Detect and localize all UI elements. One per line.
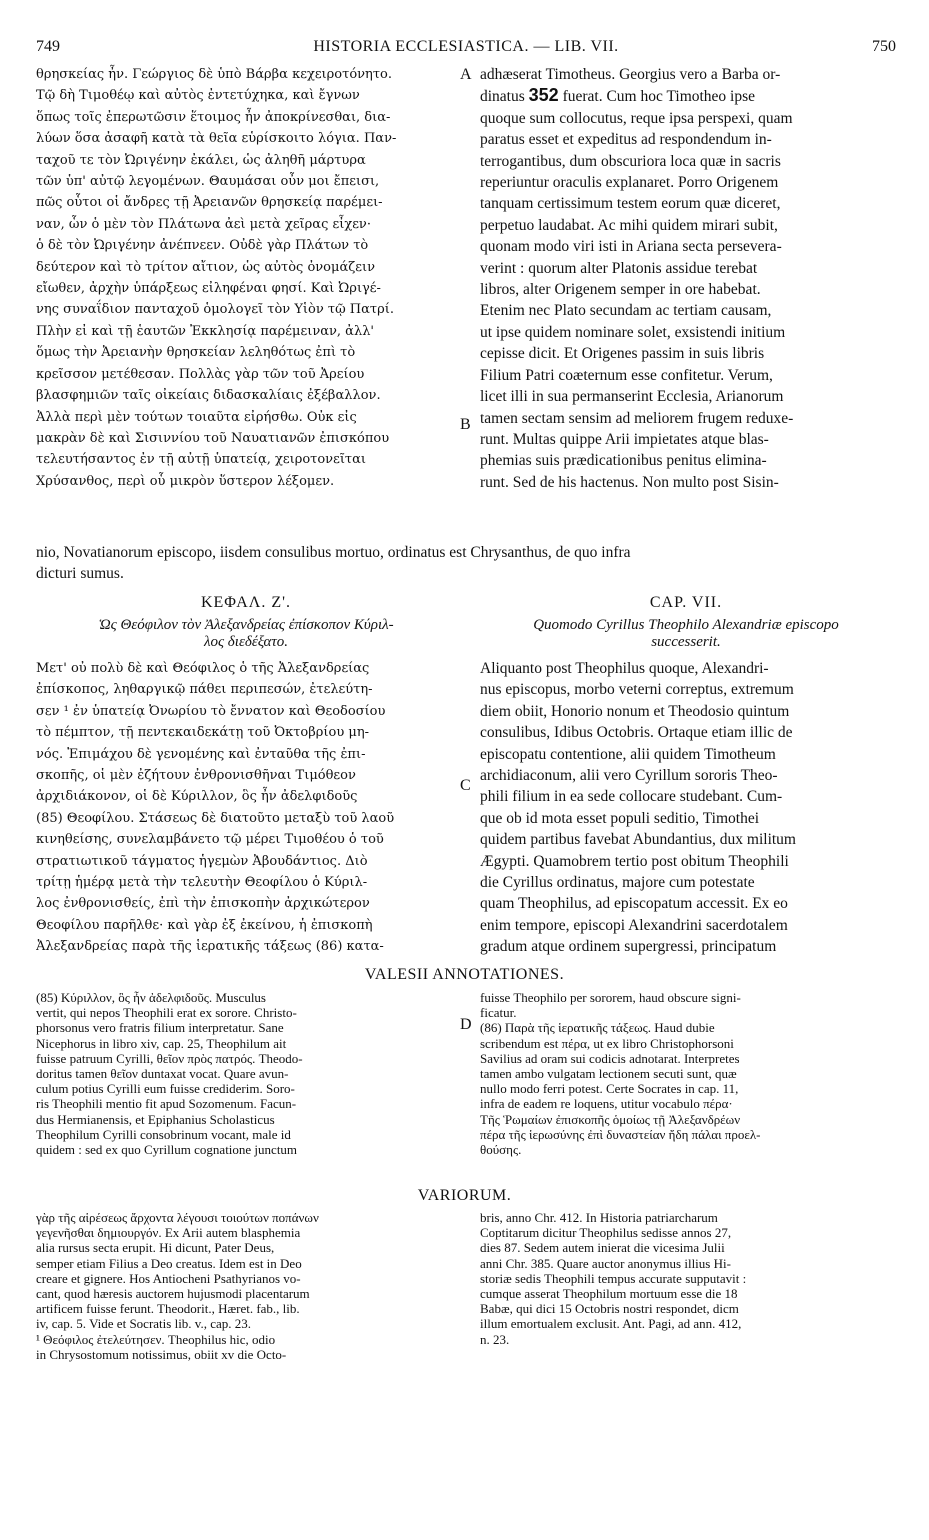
text-line: tanquam certissimum testem eorum quæ diceret,: [480, 195, 781, 213]
greek-text-top: [36, 64, 456, 492]
text-line: στρατιωτικοῦ τάγματος ἡγεμὼν Ἀβουδάντιος. Διὸ: [36, 853, 368, 869]
text-line: fuisse patruum Cyrilli, θεῖον πρὸς πατρός. Theodo-: [36, 1050, 303, 1066]
text-line: Aliquanto post Theophilus quoque, Alexandri-: [480, 660, 769, 677]
text-line: paratus esset et expeditus ad respondendum in-: [480, 131, 772, 149]
text-line: Etenim nec Plato secundam ac tertiam causam,: [480, 302, 772, 320]
margin-marker-d: D: [460, 1016, 472, 1033]
text-line: scribendum est πέρα, ut ex libro Christophorsoni: [480, 1035, 734, 1051]
text-line: γεγενῆσθαι δημιουργόν. Ex Arii autem blasphemia: [36, 1225, 301, 1241]
text-line: σκοπῆς, οἱ μὲν ἐζήτουν ἐνθρονισθῆναι Τιμόθεον: [36, 768, 356, 784]
text-line: τελευτήσαντος ἐν τῇ αὐτῇ ὑπατείᾳ, χειροτονεῖται: [36, 452, 366, 468]
text-line: Ἀλλὰ περὶ μὲν τούτων τοιαῦτα εἰρήσθω. Οὐκ εἰς: [36, 409, 357, 425]
text-line: cepisse dicit. Et Origenes passim in suis libris: [480, 345, 765, 363]
latin-chapter-title: Quomodo Cyrillus Theophilo Alexandriæ episcopo successerit.: [533, 617, 839, 650]
latin-text-top-rest: [480, 108, 892, 493]
text-line: Ἀλεξανδρείας παρὰ τῆς ἱερατικῆς τάξεως (86) κατα-: [36, 939, 384, 955]
text-line: quonam modo viri isti in Ariana secta persevera-: [480, 238, 782, 256]
text-line: perpetuo laudabat. Ac mihi quidem mirari subit,: [480, 216, 778, 234]
text-line: consulibus, Idibus Octobris. Ortaque etiam illic de: [480, 724, 793, 742]
text-line: cant, quod hæresis auctorem hujusmodi placentarum: [36, 1286, 310, 1302]
text-line: εἴωθεν, ἀρχὴν ὑπάρξεως εἰληφέναι φησί. Καὶ Ὠριγέ-: [36, 281, 381, 297]
running-title: HISTORIA ECCLESIASTICA. — LIB. VII.: [313, 38, 619, 55]
text-line: in Chrysostomum notissimus, obiit xv die Octo-: [36, 1346, 287, 1362]
text-line: πῶς οὗτοι οἱ ἄνδρες τῇ Ἀρειανῶν θρησκείᾳ παρέμει-: [36, 195, 383, 211]
text-line: creare et gignere. Hos Antiocheni Psathyrianos vo-: [36, 1270, 301, 1286]
text-line: Χρύσανθος, περὶ οὗ μικρὸν ὕστερον λέξομεν.: [36, 473, 335, 489]
text-line: cumque asserat Theophilum mortuum esse die 18: [480, 1286, 738, 1302]
text-line: artificem fuisse ferunt. Theodorit., Hæret. fab., lib.: [36, 1301, 300, 1317]
text-line: runt. Sed de his hactenus. Non multo post Sisin-: [480, 473, 779, 491]
text-line: alia rursus secta erupit. Hi dicunt, Pater Deus,: [36, 1240, 275, 1256]
latin-chapter-number: CAP. VII.: [649, 594, 723, 611]
full-width-text: [36, 542, 896, 585]
text-line: (85) Κύριλλον, ὃς ἦν ἀδελφιδοῦς. Musculus: [36, 990, 266, 1005]
text-line: licet illi in sua permanserint Ecclesia, Arianorum: [480, 388, 784, 406]
text-line: Τῷ δὴ Τιμοθέῳ καὶ αὐτὸς ἐντετύχηκα, καὶ ἔγνων: [36, 88, 360, 104]
left-page-number: 749: [36, 38, 60, 55]
text-line: (86) Παρὰ τῆς ἱερατικῆς τάξεως. Haud dubie: [480, 1020, 715, 1036]
text-line: λος ἐνθρονισθείς, ἐπὶ τὴν ἐπισκοπὴν ἀρχικώτερον: [36, 896, 370, 912]
text-line: iv, cap. 5. Vide et Socratis lib. v., cap. 23.: [36, 1316, 251, 1332]
text-line: Coptitarum dicitur Theophilus sedisse annos 27,: [480, 1225, 732, 1241]
greek-chapter-body: [36, 658, 456, 958]
text-line: anni Chr. 385. Quare auctor anonymus illius Hi-: [480, 1255, 731, 1271]
text-line: τρίτῃ ἡμέρᾳ μετὰ τὴν τελευτὴν Θεοφίλου ὁ Κύριλ-: [36, 875, 368, 891]
running-header: [36, 38, 896, 58]
text-line: semper etiam Filius a Deo creatus. Idem est in Deo: [36, 1255, 302, 1271]
text-line: vertit, qui nepos Theophili erat ex sorore. Christo-: [36, 1005, 297, 1021]
text-line: ut ipse quidem nominare solet, exsistendi initium: [480, 323, 786, 341]
text-line: νός. Ἐπιμάχου δὲ γενομένης καὶ ἐνταῦθα τῆς ἐπι-: [36, 746, 366, 762]
text-line: Babæ, qui dici 15 Octobris nostri respondet, dicm: [480, 1301, 739, 1317]
text-line: Μετ' οὐ πολὺ δὲ καὶ Θεόφιλος ὁ τῆς Ἀλεξανδρείας: [36, 661, 370, 676]
text-line: nus episcopus, morbo veterni correptus, extremum: [480, 681, 794, 699]
right-page-number: 750: [872, 38, 896, 55]
text-line: Nicephorus in libro xiv, cap. 25, Theophilum ait: [36, 1035, 287, 1051]
greek-chapter-heading: [36, 594, 456, 651]
text-line: die Cyrillus ordinatus, majore cum potestate: [480, 874, 755, 892]
latin-line: dinatus 352 fuerat. Cum hoc Timotheo ipse: [480, 85, 756, 106]
text-line: Filium Patri coæternum esse confitetur. Verum,: [480, 366, 773, 384]
text-line: episcopatu contentione, alii quidem Timotheum: [480, 745, 776, 763]
text-line: μακρὰν δὲ καὶ Σισιννίου τοῦ Ναυατιανῶν ἐπισκόπου: [36, 430, 390, 446]
valesii-right-column: [480, 990, 892, 1157]
text-line: culum potius Cyrilli eum fuisse crediderim. Soro-: [36, 1081, 295, 1097]
text-line: diem obiit, Honorio nonum et Theodosio quintum: [480, 702, 790, 720]
text-line: Θεοφίλου παρῆλθε· καὶ γὰρ ἐξ ἐκείνου, ἡ ἐπισκοπὴ: [36, 917, 373, 933]
text-line: phorsonus vero fratris filium interpretatur. Sane: [36, 1020, 284, 1036]
text-line: nullo modo ferri potest. Certe Socrates in cap. 11,: [480, 1081, 739, 1097]
text-line: Πλὴν εἰ καὶ τῇ ἑαυτῶν Ἐκκλησίᾳ παρέμειναν, ἀλλ': [36, 323, 375, 339]
text-line: quoque sum collocutus, reque ipsa perspexi, quam: [480, 109, 793, 127]
text-line: terrogantibus, dum obscuriora loca quæ in sacris: [480, 152, 781, 170]
text-line: dus Hermianensis, et Epiphanius Scholasticus: [36, 1111, 275, 1127]
text-line: archidiaconum, alii vero Cyrillum sororis Theo-: [480, 767, 778, 785]
margin-marker-a: A: [460, 66, 472, 83]
variorum-left-column: [36, 1210, 456, 1362]
text-line: ὁ δὲ τὸν Ὠριγένην ἀνέπνεεν. Οὐδὲ γὰρ Πλάτων τὸ: [36, 238, 369, 254]
text-line: γὰρ τῆς αἱρέσεως ἄρχοντα λέγουσι τοιούτων ποπάνων: [36, 1210, 319, 1225]
text-line: σεν ¹ ἐν ὑπατείᾳ Ὀνωρίου τὸ ἔννατον καὶ Θεοδοσίου: [36, 703, 386, 719]
latin-chapter-heading: [480, 594, 892, 651]
text-line: bris, anno Chr. 412. In Historia patriarcharum: [480, 1210, 718, 1225]
text-line: ταχοῦ τε τὸν Ὠριγένην ἐκάλει, ὡς ἀληθῆ μάρτυρα: [36, 152, 366, 168]
margin-marker-b: B: [460, 416, 471, 433]
text-line: ναν, ὧν ὁ μὲν τὸν Πλάτωνα ἀεὶ μετὰ χεῖρας εἶχεν·: [36, 216, 371, 232]
text-line: Ægypti. Quamobrem tertio post obitum Theophili: [480, 852, 789, 870]
text-line: tamen sectam sensim ad meliorem frugem reduxe-: [480, 409, 794, 427]
text-line: quidem : sed ex quo Cyrillum cognatione junctum: [36, 1142, 298, 1158]
text-line: runt. Multas quippe Arii impietates atque blas-: [480, 430, 769, 448]
text-line: phemias suis prædicationibus penitus elimina-: [480, 452, 767, 470]
text-line: ¹ Θεόφιλος ἐτελεύτησεν. Theophilus hic, odio: [36, 1331, 276, 1347]
text-line: κρεῖσσον μετέθεσαν. Πολλὰς γὰρ τῶν τοῦ Ἀρείου: [36, 366, 365, 382]
greek-chapter-number: ΚΕΦΑΛ. Ζ'.: [200, 594, 292, 611]
text-line: libros, alter Origenem semper in ore habebat.: [480, 281, 761, 299]
text-line: verint : quorum alter Platonis assidue terebat: [480, 259, 758, 277]
text-line: ὅπως τοῖς ἐπερωτῶσιν ἕτοιμος ἦν ἀποκρίνεσθαι, δια-: [36, 109, 391, 125]
text-line: θρησκείας ἦν. Γεώργιος δὲ ὑπὸ Βάρβα κεχειροτόνητο.: [36, 67, 392, 82]
text-line: infra de eadem re loquens, utitur vocabulo πέρα·: [480, 1096, 733, 1112]
column-number: 352: [528, 85, 559, 106]
text-line: δεύτερον καὶ τὸ τρίτον αἴτιον, ὡς αὐτὸς ὀνομάζειν: [36, 259, 376, 275]
text-line: Savilius ad oram sui codicis adnotarat. Interpretes: [480, 1050, 740, 1066]
text-line: storiæ sedis Theophili tempus accurate supputavit :: [480, 1270, 747, 1286]
greek-chapter-title: Ὡς Θεόφιλον τὸν Ἀλεξανδρείας ἐπίσκοπον Κύριλ- λος διεδέξατο.: [98, 617, 394, 650]
text-line: νης συναΐδιον πανταχοῦ ὁμολογεῖ τὸν Υἱὸν τῷ Πατρί.: [36, 302, 394, 318]
text-line: fuisse Theophilo per sororem, haud obscure signi-: [480, 990, 741, 1005]
text-line: τὸ πέμπτον, τῇ πεντεκαιδεκάτῃ τοῦ Ὀκτοβρίου μη-: [36, 725, 370, 741]
text-line: λύων ὅσα ἀσαφῆ κατὰ τὰ θεῖα εὑρίσκοιτο λόγια. Παν-: [36, 131, 397, 147]
text-line: ficatur.: [480, 1005, 517, 1021]
text-line: πέρα τῆς ἱερωσύνης ἐπὶ δυναστείαν ἤδη πάλαι προελ-: [480, 1126, 761, 1142]
text-line: gradum atque ordinem supergressi, principatum: [480, 938, 777, 956]
text-line: dicturi sumus.: [36, 565, 124, 583]
text-line: Theophilum Cyrilli consobrinum vocant, male id: [36, 1126, 291, 1142]
text-line: dies 87. Sedem autem inierat die vicesima Julii: [480, 1240, 725, 1256]
text-line: ὅμως τὴν Ἀρειανὴν θρησκείαν λεληθότως ἐπὶ τὸ: [36, 345, 356, 361]
valesii-annotations-title: VALESII ANNOTATIONES.: [364, 966, 565, 983]
text-line: (85) Θεοφίλου. Στάσεως δὲ διατοῦτο μεταξὺ τοῦ λαοῦ: [36, 810, 395, 826]
text-line: phili filium in ea sede collocare studebant. Cum-: [480, 788, 783, 806]
text-line: quidem partibus favebat Abundantius, dux militum: [480, 831, 796, 849]
text-line: n. 23.: [480, 1331, 510, 1347]
variorum-right-column: [480, 1210, 892, 1347]
latin-chapter-body: [480, 658, 892, 958]
text-line: ἐπίσκοπος, ληθαργικῷ πάθει περιπεσών, ἐτελεύτη-: [36, 682, 373, 698]
text-line: κινηθείσης, συνελαμβάνετο τῷ μέρει Τιμοθέου ὁ τοῦ: [36, 832, 384, 848]
margin-marker-c: C: [460, 777, 471, 794]
text-line: que ob id mota esset populi seditio, Timothei: [480, 809, 759, 827]
text-line: quam Theophilus, ad episcopatum accessit. Ex eo: [480, 895, 788, 913]
text-line: θούσης.: [480, 1142, 522, 1158]
valesii-left-column: [36, 990, 456, 1157]
text-line: reperiuntur oraculis explanaret. Porro Origenem: [480, 174, 779, 192]
text-line: βλασφημιῶν ταῖς οἰκείαις διδασκαλίαις ἐξέβαλλον.: [36, 388, 381, 404]
text-line: Τῆς Ῥωμαίων ἐπισκοπῆς ὁμοίως τῇ Ἀλεξανδρέων: [480, 1111, 741, 1127]
text-line: ἀρχιδιάκονον, οἱ δὲ Κύριλλον, ὃς ἦν ἀδελφιδοῦς: [36, 789, 358, 805]
text-line: illum emortualem exclusit. Ant. Pagi, ad ann. 412,: [480, 1316, 742, 1332]
latin-line: adhæserat Timotheus. Georgius vero a Barba or-: [480, 66, 781, 83]
text-line: tamen ambo vulgatam lectionem secuti sunt, quæ: [480, 1066, 737, 1082]
latin-text-top: [480, 64, 892, 493]
text-line: enim tempore, episcopi Alexandrini sacerdotalem: [480, 916, 788, 934]
text-line: nio, Novatianorum episcopo, iisdem consulibus mortuo, ordinatus est Chrysanthus, de quo infra: [36, 544, 631, 561]
text-line: ris Theophili mentio fit apud Sozomenum. Facun-: [36, 1096, 297, 1112]
text-line: τῶν ὑπ' αὐτῷ λεγομένων. Θαυμάσαι οὖν μοι ἔπεισι,: [36, 174, 380, 190]
variorum-title: VARIORUM.: [417, 1187, 512, 1204]
text-line: doritus tamen θεῖον duntaxat vocat. Quare avun-: [36, 1066, 289, 1082]
